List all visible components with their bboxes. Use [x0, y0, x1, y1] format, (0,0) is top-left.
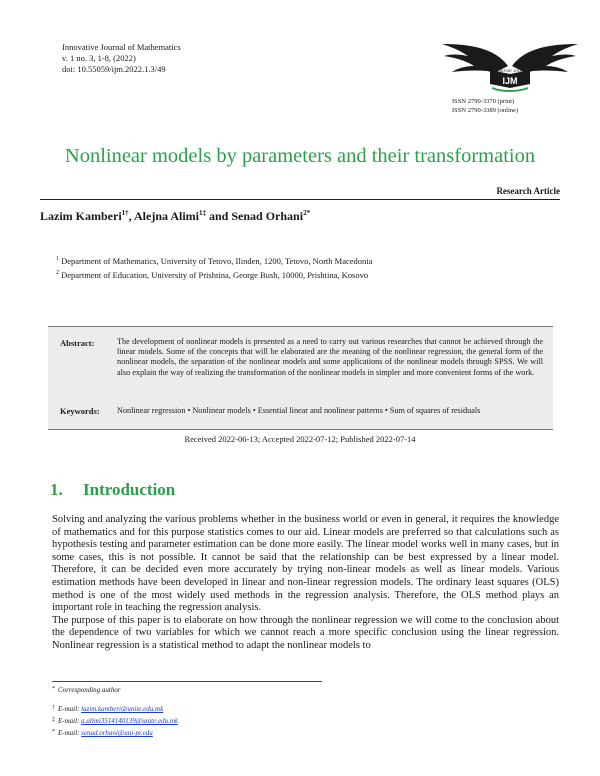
affiliation-item	[56, 267, 372, 281]
keywords-label: Keywords:	[60, 406, 100, 416]
doi-line: doi: 10.55059/ijm.2022.1.3/49	[62, 64, 166, 74]
logo-text: IJM	[502, 76, 518, 86]
footnote-divider	[52, 681, 322, 682]
author-mark: 1‡	[199, 209, 206, 217]
keywords-text: Nonlinear regression • Nonlinear models • Essential linear and nonlinear patterns • Sum of squares of residuals	[117, 406, 481, 415]
author-list	[40, 209, 310, 224]
body-paragraph: Solving and analyzing the various problems whether in the business world or even in general, it requires the knowledge of mathematics and for this purpose statistics comes to our aid. Linear models are preferred so that calculations such as hypothesis testing and parameter estimation can be done more easily. The linear model works well in many cases, but in some cases, this is not possible. It cannot be said that the relationship can be best expressed by a linear model. Therefore, it can be decided even more accurately by trying non-linear models as well as linear models. Various estimation methods have been developed in linear and non-linear regression models. The ordinary least squares (OLS) method is one of the most widely used methods in the regression analysis. Therefore, the OLS method plays an important role in teaching the regression analysis.	[52, 514, 559, 614]
email-link[interactable]: lazim.kamberi@unite.edu.mk	[81, 705, 164, 713]
author-name: Senad Orhani	[231, 209, 304, 223]
footnote-email	[52, 717, 178, 725]
author-name: Lazim Kamberi	[40, 209, 122, 223]
publication-dates: Received 2022-06-13; Accepted 2022-07-12; Published 2022-07-14	[184, 434, 416, 444]
footnote-mark: *	[52, 686, 55, 692]
footnote-mark: †	[52, 705, 55, 711]
body-paragraph: The purpose of this paper is to elaborate on how through the nonlinear regression we will come to the conclusion about the dependence of two variables for which we cannot reach a more specific conclusion using the linear regression. Nonlinear regression is a statistical method to adapt the nonlinear models to	[52, 614, 559, 651]
author-mark: 1†	[121, 209, 129, 217]
issn-print: ISSN 2790-3370 (print)	[452, 98, 515, 105]
footnote-corresponding	[52, 686, 121, 694]
paper-title: Nonlinear models by parameters and their transformation	[64, 145, 536, 167]
affiliation-item	[56, 253, 372, 267]
affiliation-number: 1	[56, 256, 59, 262]
header-divider	[40, 199, 560, 200]
journal-name: Innovative Journal of Mathematics	[62, 42, 181, 52]
volume-line: v. 1 no. 3, 1-8, (2022)	[62, 53, 136, 63]
author-name: Alejna Alimi	[134, 209, 199, 223]
email-label: E-mail:	[58, 705, 82, 713]
footnote-email	[52, 705, 163, 713]
affiliation-text: Department of Mathematics, University of Tetovo, Ilinden, 1200, Tetovo, North Macedonia	[61, 255, 373, 266]
article-type: Research Article	[496, 186, 560, 196]
email-label: E-mail:	[58, 717, 82, 725]
section-heading	[50, 480, 175, 500]
email-link[interactable]: a.alimi3514140139@unite.edu.mk	[81, 717, 178, 725]
journal-logo	[440, 38, 580, 96]
footnote-text: Corresponding author	[58, 686, 121, 694]
logo-small-text: INNOVATIVE JOURNAL	[488, 68, 532, 73]
footnote-email	[52, 729, 153, 737]
affiliations	[56, 253, 372, 281]
abstract-text: The development of nonlinear models is presented as a need to carry out various researches that cannot be achieved through the linear models. Some of the concepts that will be elaborated are the meaning of the nonlinear regression, the general form of the nonlinear models, the separation of the nonlinear models and some applications of the nonlinear models through SPSS. We will also explain the way of realizing the transformation of the nonlinear models in simpler and more convenient forms of the work.	[117, 337, 543, 377]
email-link[interactable]: senad.orhani@uni-pr.edu	[81, 729, 153, 737]
section-body	[52, 514, 559, 653]
author-separator: ,	[128, 209, 134, 223]
author-separator: and	[206, 209, 232, 223]
footnote-mark: *	[52, 729, 55, 735]
affiliation-text: Department of Education, University of Prishtina, George Bush, 10000, Prishtina, Kosovo	[61, 269, 369, 280]
abstract-label: Abstract:	[60, 338, 95, 348]
section-number: 1.	[50, 480, 63, 499]
winged-logo-icon	[440, 38, 580, 96]
affiliation-number: 2	[56, 269, 59, 276]
section-title: Introduction	[83, 480, 176, 499]
issn-online: ISSN 2790-3389 (online)	[452, 107, 519, 114]
journal-info	[62, 42, 181, 75]
email-label: E-mail:	[58, 729, 82, 737]
author-mark: 2*	[303, 209, 311, 217]
issn-block	[452, 97, 518, 115]
footnote-mark: ‡	[52, 717, 55, 723]
